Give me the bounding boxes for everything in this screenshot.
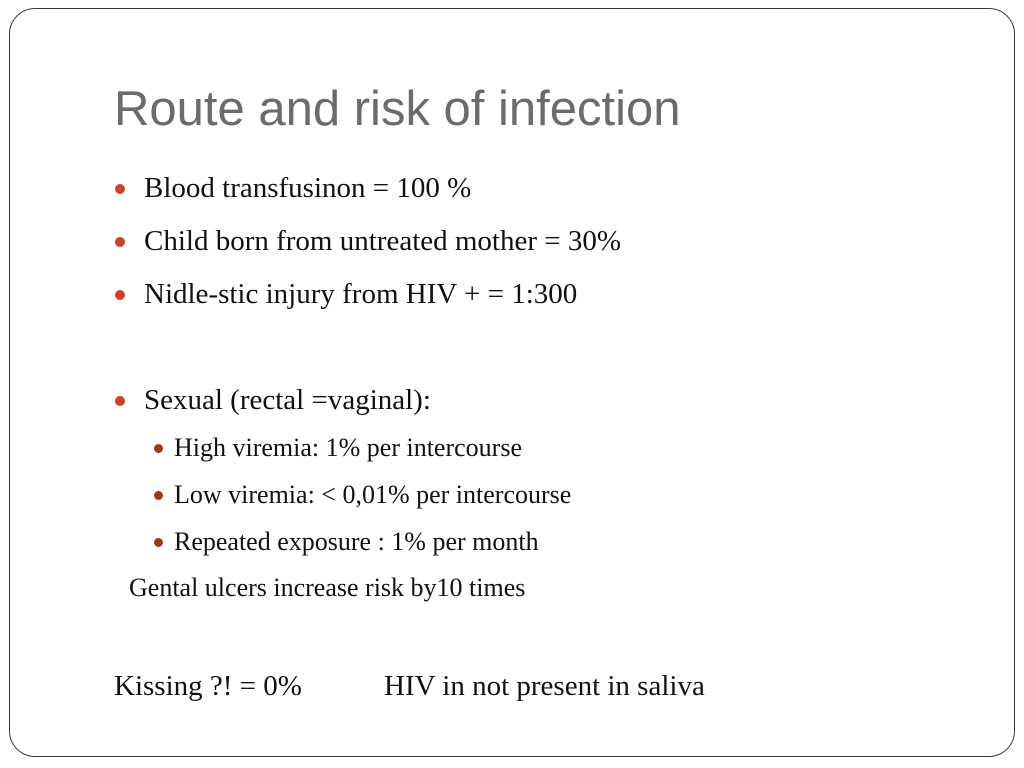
bullet-child-born: Child born from untreated mother = 30% (144, 225, 622, 257)
sub-bullet-high-viremia: High viremia: 1% per intercourse (174, 433, 522, 462)
note-genital-ulcers: Gental ulcers increase risk by10 times (129, 573, 526, 602)
bullet-blood-transfusion: Blood transfusinon = 100 % (144, 172, 472, 204)
bullet-dot (115, 396, 125, 406)
bullet-dot (115, 237, 125, 247)
bullet-needle-stick: Nidle-stic injury from HIV + = 1:300 (144, 278, 578, 310)
sub-bullet-dot (154, 444, 163, 453)
slide-title: Route and risk of infection (114, 82, 681, 136)
bullet-sexual: Sexual (rectal =vaginal): (144, 384, 431, 416)
note-kissing: Kissing ?! = 0% (114, 670, 302, 702)
sub-bullet-repeated-exposure: Repeated exposure : 1% per month (174, 527, 539, 556)
bullet-dot (115, 290, 125, 300)
sub-bullet-dot (154, 491, 163, 500)
sub-bullet-low-viremia: Low viremia: < 0,01% per intercourse (174, 480, 572, 509)
sub-bullet-dot (154, 538, 163, 547)
bullet-dot (115, 184, 125, 194)
note-saliva: HIV in not present in saliva (384, 670, 705, 702)
